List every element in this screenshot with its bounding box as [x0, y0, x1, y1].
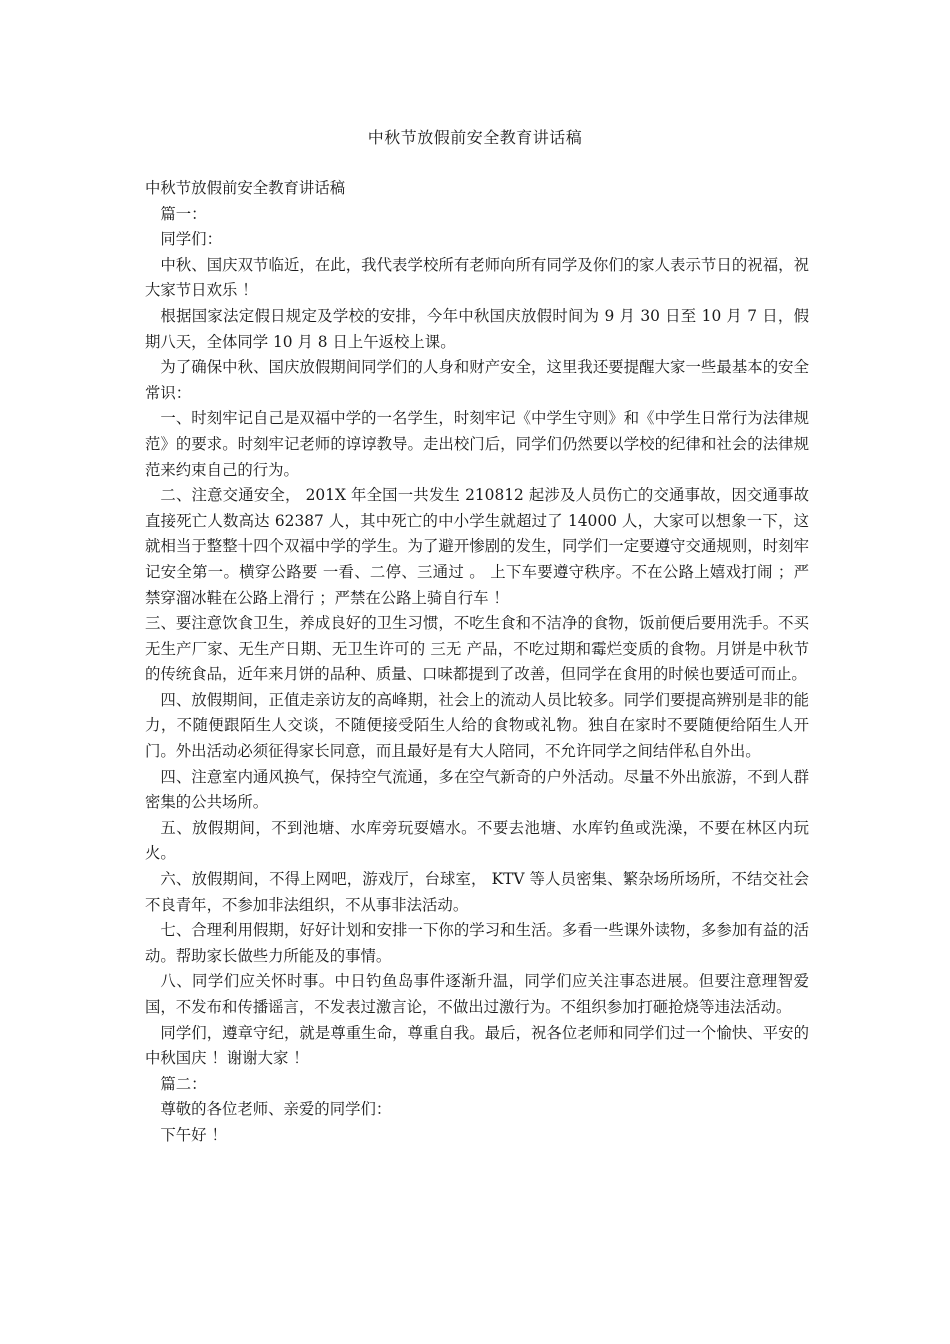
paragraph: 二、注意交通安全， 201X 年全国一共发生 210812 起涉及人员伤亡的交通事故，因交通事故直接死亡人数高达 62387 人，其中死亡的中小学生就超过了 14000 人，大家可以想象一下，这就相当于整整十四个双福中学的学生。为了避开惨剧的发生，同学们一定要遵守交通规则，时刻牢记安全第一。横穿公路要 一看、二停、三通过 。 上下车要遵守秩序。不在公路上嬉戏打闹 ；严禁穿溜冰鞋在公路上滑行 ；严禁在公路上骑自行车 ！ — [145, 486, 809, 607]
paragraph-subtitle: 中秋节放假前安全教育讲话稿 — [145, 179, 346, 197]
document-body — [145, 176, 809, 1149]
paragraph: 四、放假期间，正值走亲访友的高峰期，社会上的流动人员比较多。同学们要提高辨别是非的能力，不随便跟陌生人交谈，不随便接受陌生人给的食物或礼物。独自在家时不要随便给陌生人开门。外出活动必须征得家长同意，而且最好是有大人陪同，不允许同学之间结伴私自外出。 — [145, 690, 809, 761]
paragraph: 六、放假期间，不得上网吧，游戏厅，台球室， KTV 等人员密集、繁杂场所场所，不结交社会不良青年，不参加非法组织，不从事非法活动。 — [145, 870, 809, 914]
paragraph: 七、合理利用假期，好好计划和安排一下你的学习和生活。多看一些课外读物，多参加有益的活动。帮助家长做些力所能及的事情。 — [145, 921, 809, 965]
paragraph: 四、注意室内通风换气，保持空气流通，多在空气新奇的户外活动。尽量不外出旅游，不到人群密集的公共场所。 — [145, 767, 809, 812]
paragraph: 同学们，遵章守纪，就是尊重生命，尊重自我。最后，祝各位老师和同学们过一个愉快、平安的中秋国庆 ！谢谢大家 ！ — [145, 1023, 809, 1068]
paragraph: 五、放假期间，不到池塘、水库旁玩耍嬉水。不要去池塘、水库钓鱼或洗澡，不要在林区内玩火。 — [145, 818, 809, 863]
paragraph: 一、时刻牢记自己是双福中学的一名学生，时刻牢记《中学生守则》和《中学生日常行为法律规范》的要求。时刻牢记老师的谆谆教导。走出校门后，同学们仍然要以学校的纪律和社会的法律规范来约束自己的行为。 — [145, 409, 809, 479]
paragraph: 三、要注意饮食卫生，养成良好的卫生习惯，不吃生食和不洁净的食物，饭前便后要用洗手。不买无生产厂家、无生产日期、无卫生许可的 三无 产品，不吃过期和霉烂变质的食物。月饼是中秋节的传统食品，近年来月饼的品种、质量、口味都提到了改善，但同学在食用的时候也要适可而止。 — [145, 614, 809, 684]
document-title: 中秋节放假前安全教育讲话稿 — [367, 128, 583, 147]
paragraph: 八、同学们应关怀时事。中日钓鱼岛事件逐渐升温，同学们应关注事态进展。但要注意理智爱国，不发布和传播谣言，不发表过激言论，不做出过激行为。不组织参加打砸抢烧等违法活动。 — [145, 972, 809, 1016]
paragraph: 根据国家法定假日规定及学校的安排，今年中秋国庆放假时间为 9 月 30 日至 10 月 7 日，假期八天，全体同学 10 月 8 日上午返校上课。 — [145, 306, 809, 351]
paragraph: 篇二： — [160, 1074, 207, 1093]
paragraph: 尊敬的各位老师、亲爱的同学们： — [160, 1100, 392, 1119]
paragraph: 为了确保中秋、国庆放假期间同学们的人身和财产安全，这里我还要提醒大家一些最基本的安全常识： — [145, 358, 809, 402]
paragraph: 中秋、国庆双节临近，在此，我代表学校所有老师向所有同学及你们的家人表示节日的祝福，祝大家节日欢乐 ！ — [145, 255, 809, 300]
paragraph: 同学们： — [160, 230, 222, 249]
paragraph: 篇一： — [160, 204, 207, 223]
paragraph: 下午好 ！ — [160, 1125, 227, 1144]
